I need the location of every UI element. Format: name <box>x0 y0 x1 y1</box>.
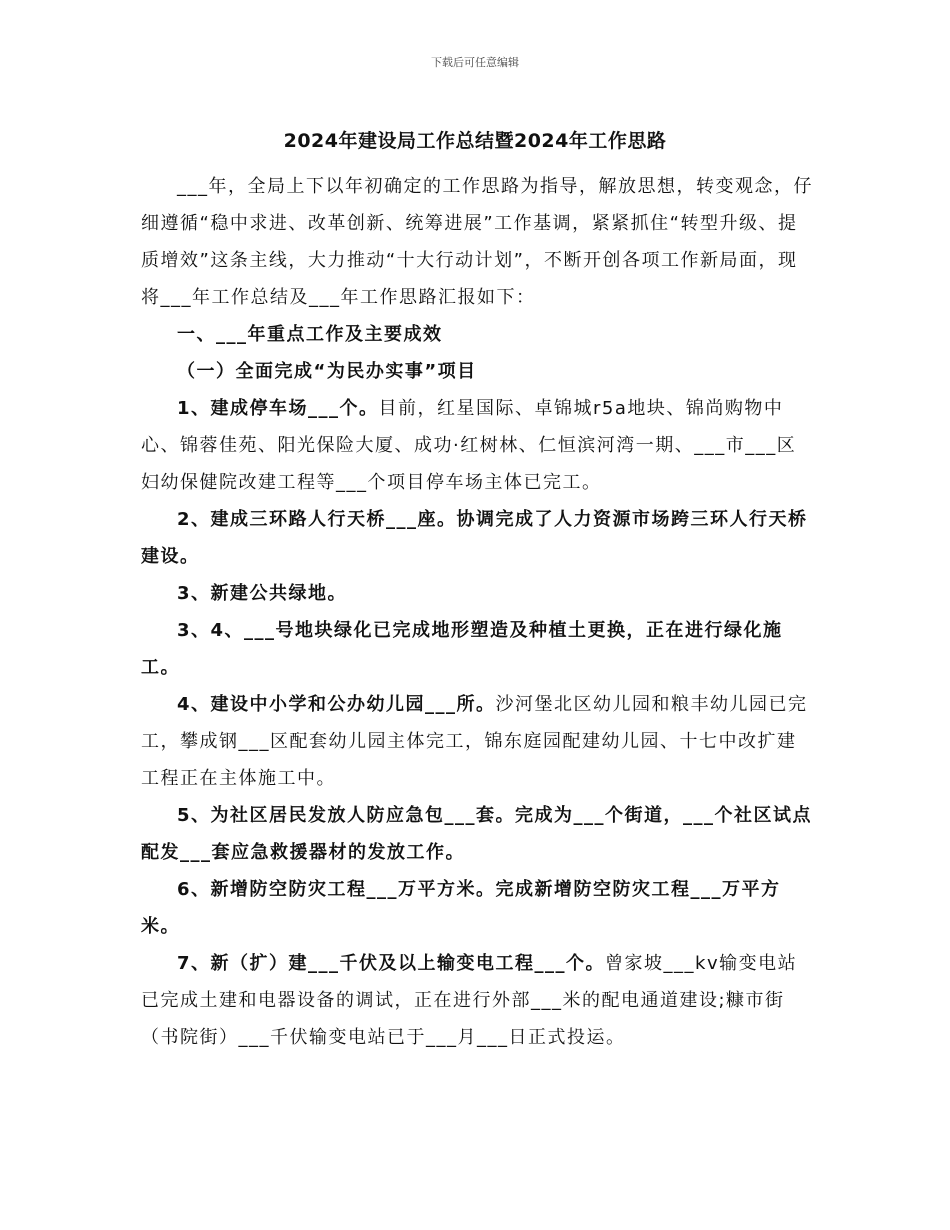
paragraph-text: 目前，红星国际、卓锦城r5a地块、锦尚购物中心、锦蓉佳苑、阳光保险大厦、成功·红树林、仁恒滨河湾一期、___市___区妇幼保健院改建工程等___个项目停车场主体已完工。 <box>141 398 797 493</box>
document-body <box>141 168 813 1056</box>
paragraph-item-5 <box>141 797 813 871</box>
paragraph-text: 2、建成三环路人行天桥___座。协调完成了人力资源市场跨三环人行天桥建设。 <box>141 509 808 567</box>
paragraph-text: 6、新增防空防灾工程___万平方米。完成新增防空防灾工程___万平方米。 <box>141 879 781 937</box>
item-lead: 1、建成停车场___个。 <box>177 398 379 419</box>
paragraph-item-3 <box>141 575 813 612</box>
document-title: 2024年建设局工作总结暨2024年工作思路 <box>283 130 667 152</box>
subsection-heading <box>141 353 813 390</box>
section-heading <box>141 316 813 353</box>
paragraph-text: 3、新建公共绿地。 <box>177 583 348 604</box>
paragraph-text: 5、为社区居民发放人防应急包___套。完成为___个街道，___个社区试点配发___套应急救援器材的发放工作。 <box>141 805 813 863</box>
paragraph-text: 沙河堡北区幼儿园和粮丰幼儿园已完工，攀成钢___区配套幼儿园主体完工，锦东庭园配建幼儿园、十七中改扩建工程正在主体施工中。 <box>141 694 808 789</box>
paragraph-item-1 <box>141 390 813 501</box>
paragraph-item-4 <box>141 686 813 797</box>
paragraph-item-7 <box>141 945 813 1056</box>
paragraph-text: 3、4、___号地块绿化已完成地形塑造及种植土更换，正在进行绿化施工。 <box>141 620 783 678</box>
paragraph-text: 曾家坡___kv输变电站已完成土建和电器设备的调试，正在进行外部___米的配电通道建设;糠市街（书院街）___千伏输变电站已于___月___日正式投运。 <box>141 953 798 1048</box>
paragraph-item-2 <box>141 501 813 575</box>
heading-text: （一）全面完成“为民办实事”项目 <box>177 361 477 382</box>
paragraph-item-3-4 <box>141 612 813 686</box>
paragraph-text: ___年，全局上下以年初确定的工作思路为指导，解放思想，转变观念，仔细遵循“稳中求进、改革创新、统筹进展”工作基调，紧紧抓住“转型升级、提质增效”这条主线，大力推动“十大行动计划”，不断开创各项工作新局面，现将___年工作总结及___年工作思路汇报如下： <box>141 176 813 308</box>
paragraph-intro <box>141 168 813 316</box>
page-header: 下载后可任意编辑 <box>431 56 519 69</box>
heading-text: 一、___年重点工作及主要成效 <box>177 324 443 345</box>
item-lead: 4、建设中小学和公办幼儿园___所。 <box>177 694 496 715</box>
item-lead: 7、新（扩）建___千伏及以上输变电工程___个。 <box>177 953 606 974</box>
paragraph-item-6 <box>141 871 813 945</box>
